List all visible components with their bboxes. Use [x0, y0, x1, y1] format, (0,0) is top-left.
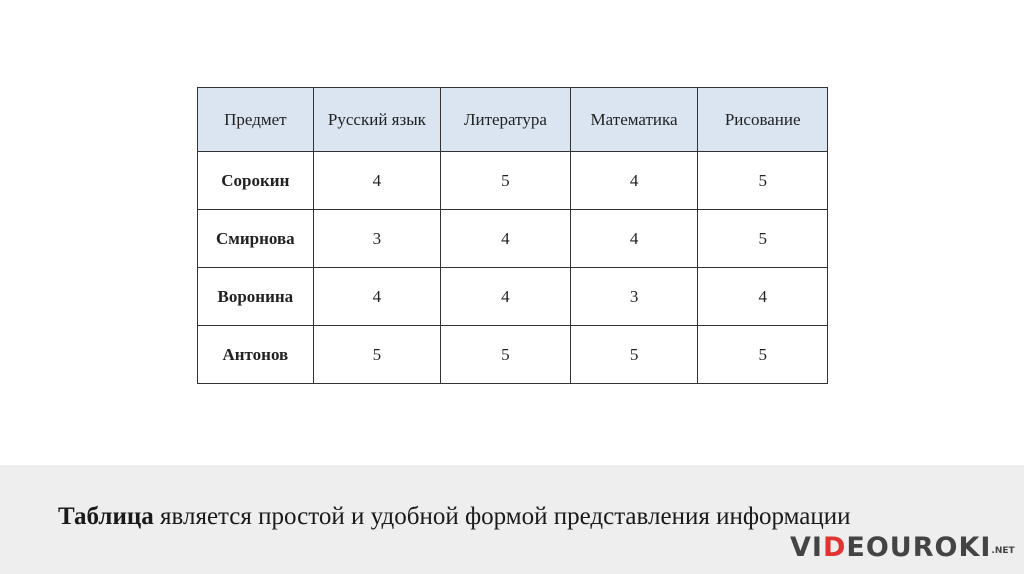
- header-literature: Литература: [441, 88, 571, 152]
- grade-cell: 5: [441, 152, 571, 210]
- table-row: [198, 326, 828, 384]
- logo-part3: EOUROKI: [846, 532, 992, 563]
- student-name: Воронина: [198, 268, 314, 326]
- grade-cell: 4: [313, 268, 440, 326]
- grade-cell: 4: [698, 268, 828, 326]
- table-header-row: [198, 88, 828, 152]
- student-name: Сорокин: [198, 152, 314, 210]
- videouroki-logo: [790, 532, 1015, 572]
- grade-cell: 5: [441, 326, 571, 384]
- table-row: [198, 268, 828, 326]
- logo-accent-letter: D: [822, 532, 847, 563]
- grade-cell: 5: [313, 326, 440, 384]
- table-row: [198, 152, 828, 210]
- grade-cell: 5: [698, 326, 828, 384]
- slide-caption: [58, 503, 998, 531]
- student-name: Антонов: [198, 326, 314, 384]
- grade-cell: 3: [313, 210, 440, 268]
- header-russian: Русский язык: [313, 88, 440, 152]
- grade-cell: 4: [570, 152, 698, 210]
- grade-cell: 5: [570, 326, 698, 384]
- grade-cell: 4: [570, 210, 698, 268]
- grade-cell: 4: [441, 268, 571, 326]
- header-math: Математика: [570, 88, 698, 152]
- header-subject: Предмет: [198, 88, 314, 152]
- logo-part1: VI: [790, 532, 823, 563]
- table-row: [198, 210, 828, 268]
- grade-cell: 3: [570, 268, 698, 326]
- header-drawing: Рисование: [698, 88, 828, 152]
- caption-text: является простой и удобной формой представления информации: [153, 503, 851, 530]
- grade-cell: 4: [441, 210, 571, 268]
- grade-cell: 4: [313, 152, 440, 210]
- grade-cell: 5: [698, 152, 828, 210]
- caption-bold: Таблица: [58, 503, 154, 530]
- grades-table: [197, 87, 828, 384]
- logo-suffix: .NET: [991, 546, 1015, 556]
- grade-cell: 5: [698, 210, 828, 268]
- student-name: Смирнова: [198, 210, 314, 268]
